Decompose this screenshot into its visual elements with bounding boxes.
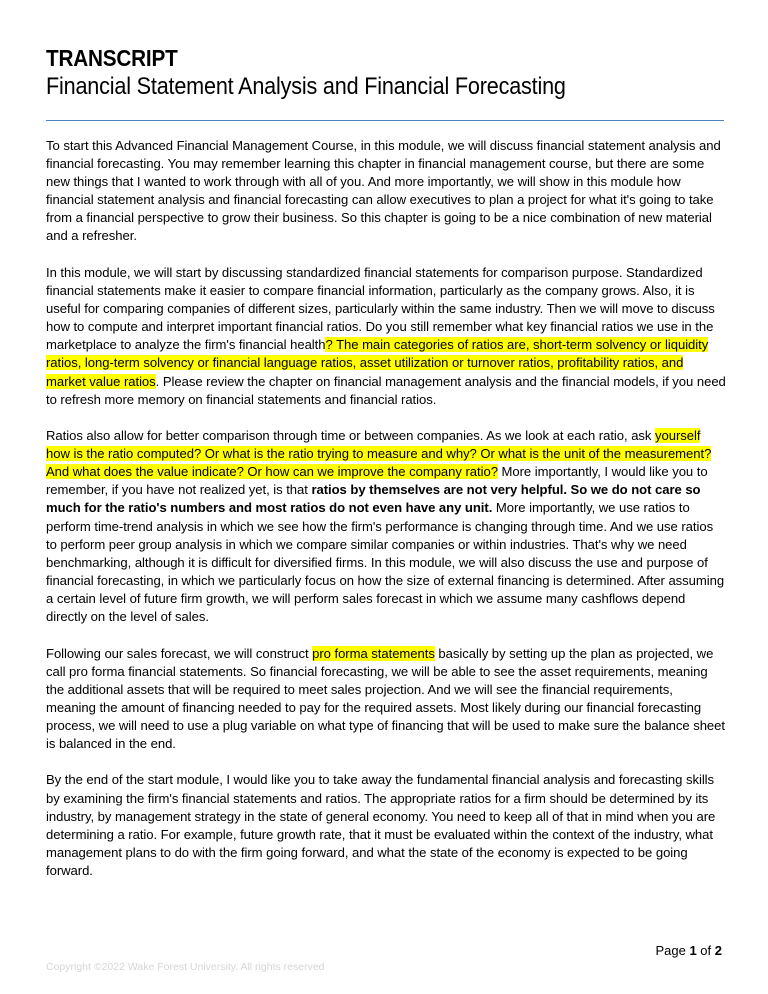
paragraph-1-text: To start this Advanced Financial Management Course, in this module, we will discuss financial statement analysis and financial forecasting. You may remember learning this chapter in financial management course, but there are some new things that I wanted to work through with all of you. And more importantly, we will show in this module how financial statement analysis and financial forecasting can allow executives to plan a project for what it's going to take from a financial perspective to grow their business. So this chapter is going to be a nice combination of new material and a refresher.: [46, 138, 721, 244]
paragraph-2-text-c: . Please review the chapter on financial management analysis and the financial models, if you need to refresh more memory on financial statements and financial ratios.: [46, 373, 726, 407]
paragraph-3-text-a: Ratios also allow for better comparison through time or between companies. As we look at each ratio, ask: [46, 428, 656, 444]
highlight-ratio-questions: yourself how is the ratio computed? Or what is the ratio trying to measure and why? Or what is the unit of the measurement? And what does the value indicate? Or how can we improve the company ratio?: [46, 428, 712, 480]
page-total: 2: [714, 943, 722, 958]
document-header: [46, 44, 726, 102]
paragraph-2: [46, 264, 726, 409]
transcript-body: [46, 137, 726, 898]
copyright-notice: Copyright ©2022 Wake Forest University. All rights reserved: [46, 961, 325, 973]
header-divider: [46, 120, 724, 121]
transcript-label: TRANSCRIPT: [46, 45, 178, 71]
highlight-pro-forma: pro forma statements: [312, 645, 435, 661]
paragraph-1: [46, 137, 726, 246]
paragraph-3-text-e: More importantly, we use ratios to perform time-trend analysis in which we see how the firm's performance is changing through time. And we use ratios to perform peer group analysis in which we compare similar companies or within industries. That's why we need benchmarking, although it is difficult for diversified firms. In this module, we will also discuss the use and purpose of financial forecasting, in which we particularly focus on how the size of external financing is determined. After assuming a certain level of future firm growth, we will perform sales forecast in which we assume many cashflows depend directly on the level of sales.: [46, 500, 725, 625]
paragraph-4: [46, 645, 726, 754]
page-number: [655, 943, 722, 959]
highlight-ratio-categories: ? The main categories of ratios are, short-term solvency or liquidity ratios, long-term solvency or financial language ratios, asset utilization or turnover ratios, profitability ratios, and market value ratios: [46, 337, 709, 389]
paragraph-3-text-c: More importantly, I would like you to remember, if you have not realized yet, is that: [46, 464, 708, 498]
paragraph-2-text-a: In this module, we will start by discussing standardized financial statements for comparison purpose. Standardized financial statements make it easier to compare financial information, particularly as the company grows. Also, it is useful for comparing companies of different sizes, particularly within the same industry. Then we will move to discuss how to compute and interpret important financial ratios. Do you still remember what key financial ratios we use in the marketplace to analyze the firm's financial health: [46, 264, 715, 353]
document-title: Financial Statement Analysis and Financial Forecasting: [46, 73, 566, 100]
paragraph-4-text-c: basically by setting up the plan as projected, we call pro forma financial statements. So financial forecasting, we will be able to see the asset requirements, meaning the additional assets that will be required to meet sales projection. And we will see the financial requirements, meaning the amount of financing needed to pay for the required assets. Most likely during our financial forecasting process, we will need to use a plug variable on what type of financing that will be used to make sure the balance sheet is balanced in the end.: [46, 645, 725, 751]
page-of: of: [696, 943, 715, 958]
page-prefix: Page: [655, 943, 690, 958]
paragraph-5-text: By the end of the start module, I would like you to take away the fundamental financial analysis and forecasting skills by examining the firm's financial statements and ratios. The appropriate ratios for a firm should be determined by its industry, by management strategy in the state of general economy. You need to keep all of that in mind when you are determining a ratio. For example, future growth rate, that it must be evaluated within the context of the industry, what management plans to do with the firm going forward, and what the state of the economy is expected to be going forward.: [46, 772, 716, 878]
paragraph-3: [46, 427, 726, 626]
paragraph-5: [46, 771, 726, 880]
page-current: 1: [689, 943, 697, 958]
paragraph-4-text-a: Following our sales forecast, we will construct: [46, 645, 313, 661]
bold-ratios-note: ratios by themselves are not very helpful. So we do not care so much for the ratio's numbers and most ratios do not even have any unit.: [46, 482, 701, 516]
